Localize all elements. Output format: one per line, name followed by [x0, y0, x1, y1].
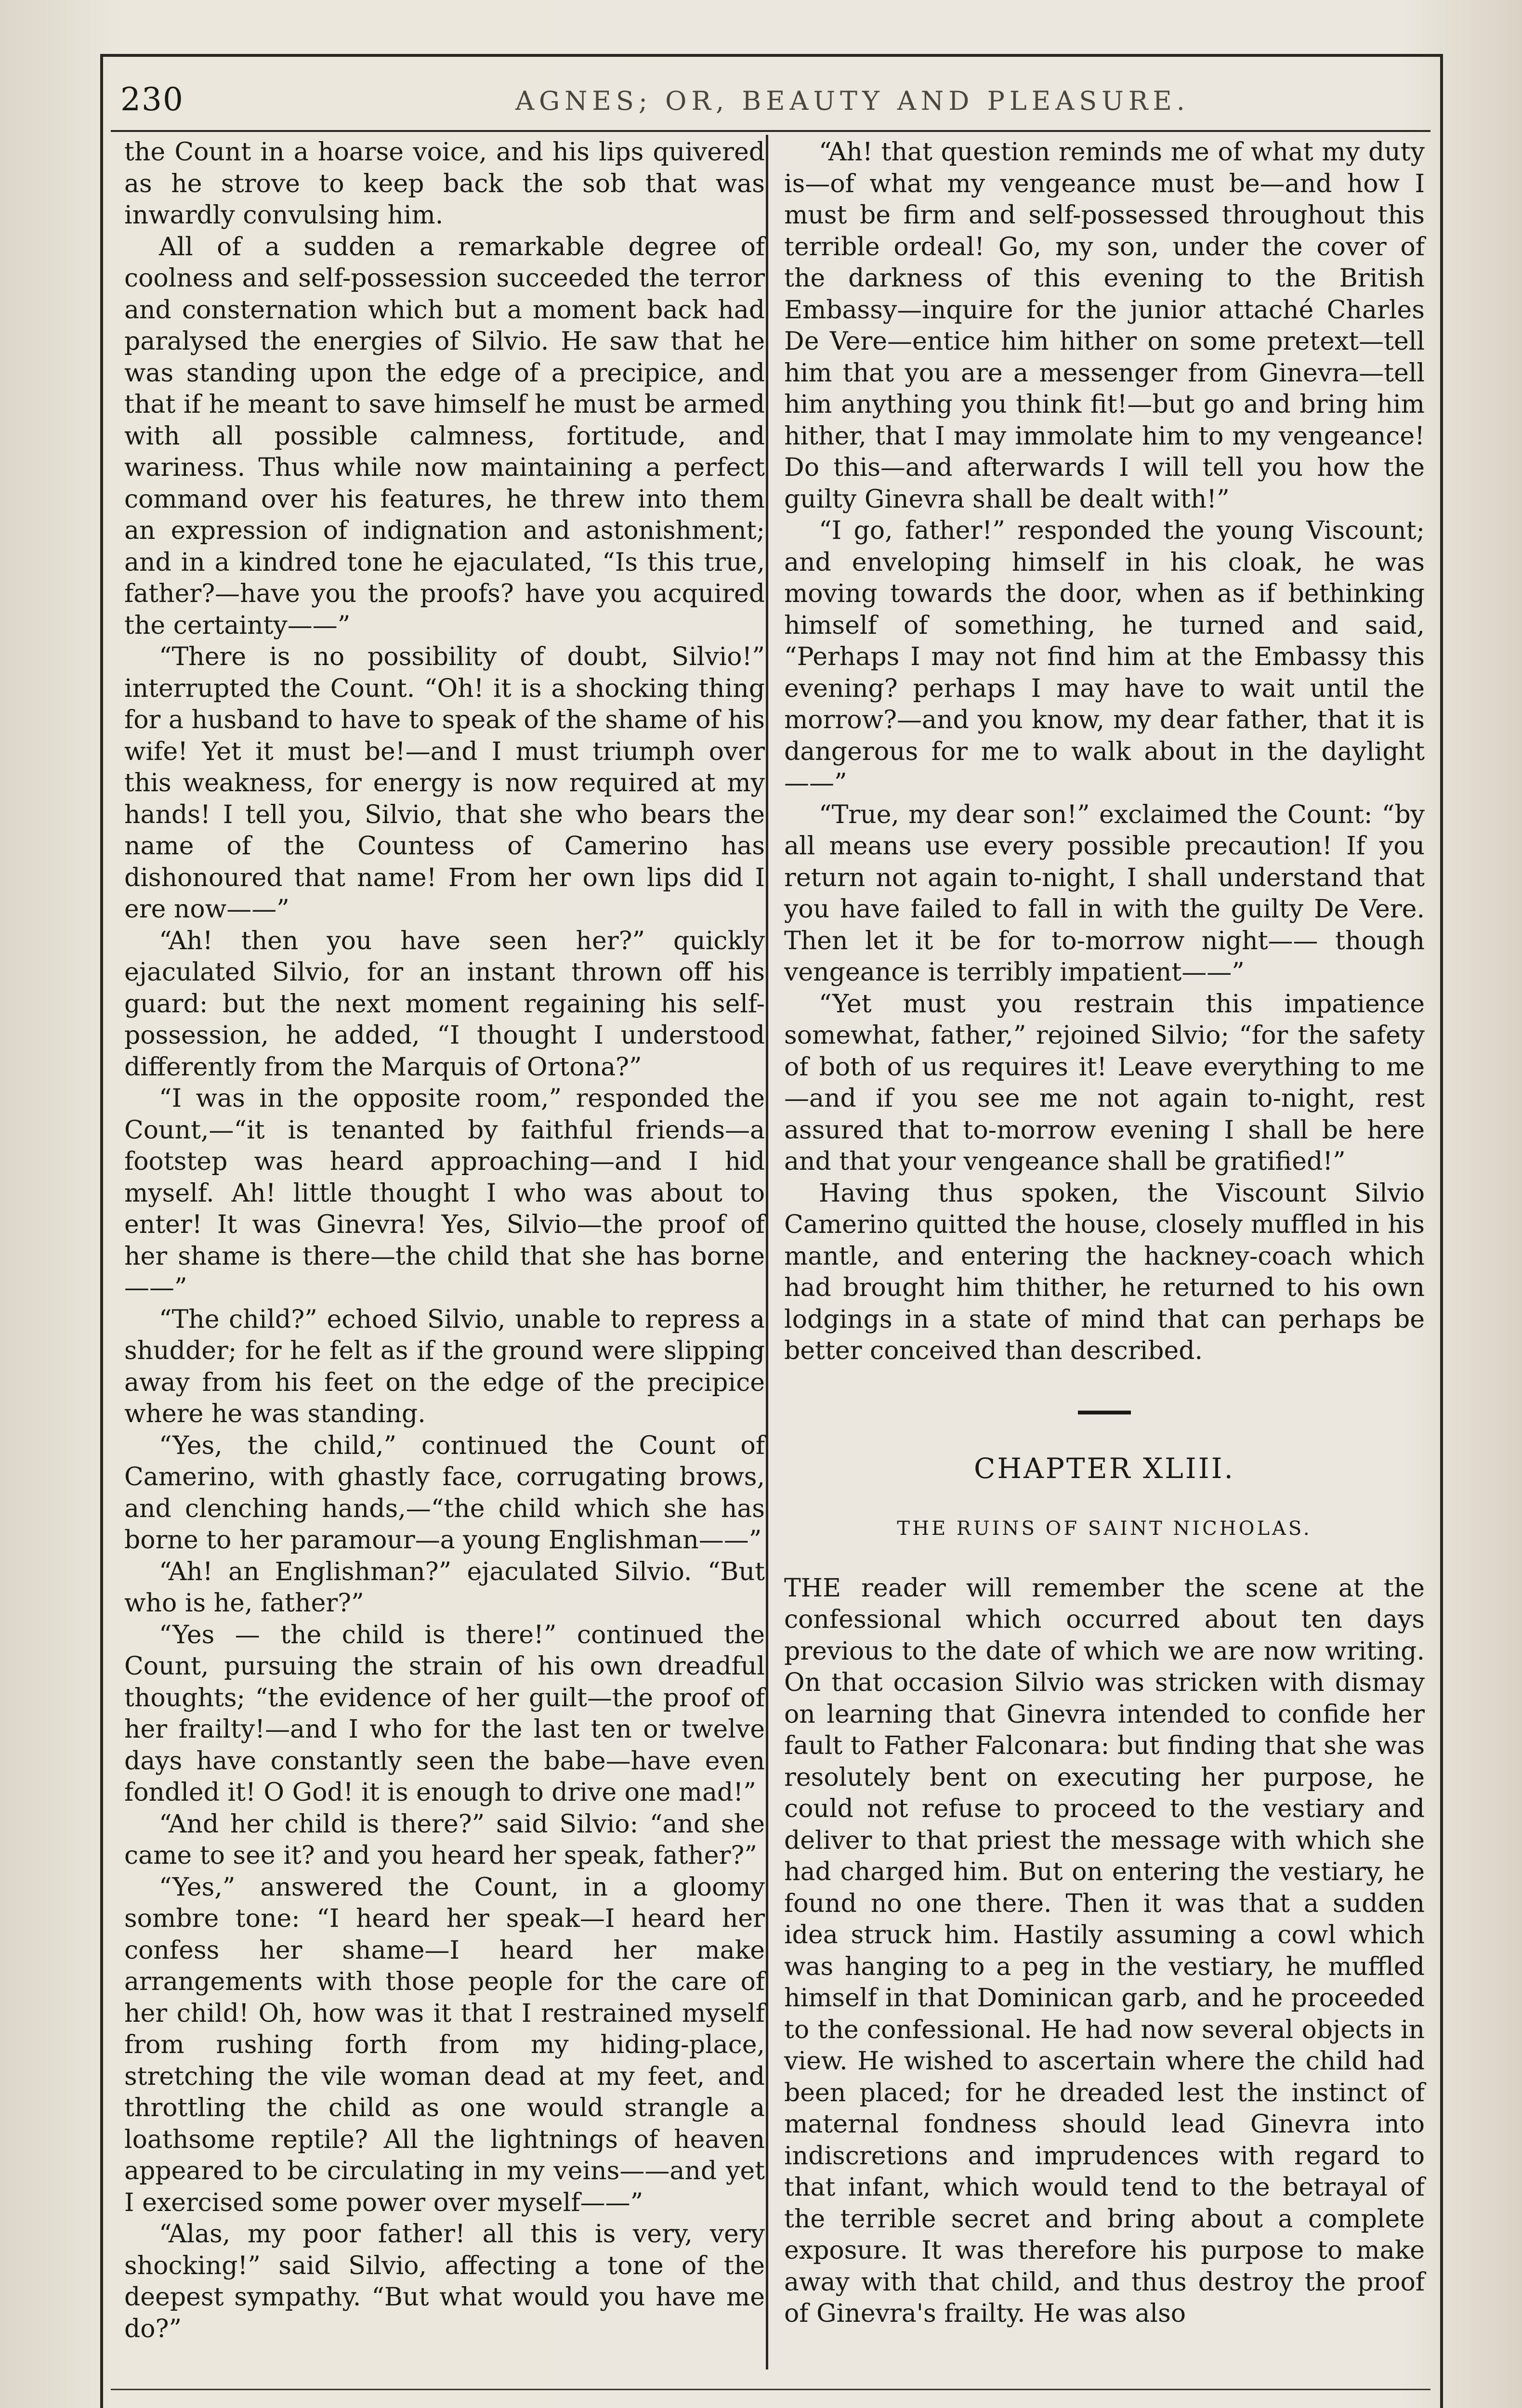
paragraph: “Yes, the child,” continued the Count of Camerino, with ghastly face, corrugating brows, and clenching hands,—“the child which she has borne to her paramour—a young Englishman——” [124, 1431, 765, 1555]
left-column [124, 137, 765, 2345]
chapter-title: CHAPTER XLIII. [974, 1452, 1235, 1485]
paragraph: “There is no possibility of doubt, Silvio!” interrupted the Count. “Oh! it is a shocking thing for a husband to have to speak of the shame of his wife! Yet it must be!—and I must triumph over this weakness, for energy is now required at my hands! I tell you, Silvio, that she who bears the name of the Countess of Camerino has dishonoured that name! From her own lips did I ere now——” [124, 642, 765, 924]
footer-rule [111, 2389, 1430, 2390]
chapter-subtitle: THE RUINS OF SAINT NICHOLAS. [897, 1518, 1312, 1540]
paragraph: “I go, father!” responded the young Viscount; and enveloping himself in his cloak, he was moving towards the door, when as if bethinking himself of something, he turned and said, “Perhaps I may not find him at the Embassy this evening? perhaps I may have to wait until the morrow?—and you know, my dear father, that it is dangerous for me to walk about in the daylight——” [784, 516, 1425, 798]
paragraph: “Ah! that question reminds me of what my duty is—of what my vengeance must be—and how I must be firm and self-possessed throughout this terrible ordeal! Go, my son, under the cover of the darkness of this evening to the British Embassy—inquire for the junior attaché Charles De Vere—entice him hither on some pretext—tell him that you are a messenger from Ginevra—tell him anything you think fit!—but go and bring him hither, that I may immolate him to my vengeance! Do this—and afterwards I will tell you how the guilty Ginevra shall be dealt with!” [784, 138, 1425, 514]
paragraph: “Ah! then you have seen her?” quickly ejaculated Silvio, for an instant thrown off his guard: but the next moment regaining his self-possession, he added, “I thought I understood differently from the Marquis of Ortona?” [124, 926, 765, 1082]
paragraph: “The child?” echoed Silvio, unable to repress a shudder; for he felt as if the ground were slipping away from his feet on the edge of the precipice where he was standing. [124, 1305, 765, 1428]
paragraph: the Count in a hoarse voice, and his lips quivered as he strove to keep back the sob that was inwardly convulsing him. [124, 138, 765, 230]
paragraph: “Ah! an Englishman?” ejaculated Silvio. “But who is he, father?” [124, 1557, 765, 1618]
paragraph: Having thus spoken, the Viscount Silvio Camerino quitted the house, closely muffled in his mantle, and entering the hackney-coach which had brought him thither, he returned to his own lodgings in a state of mind that can perhaps be better conceived than described. [784, 1178, 1425, 1365]
paragraph: “Alas, my poor father! all this is very, very shocking!” said Silvio, affecting a tone of the deepest sympathy. “But what would you have me do?” [124, 2220, 765, 2343]
chapter-opening-paragraph: THE reader will remember the scene at the confessional which occurred about ten days previous to the date of which we are now writing. On that occasion Silvio was stricken with dismay on learning that Ginevra intended to confide her fault to Father Falconara: but finding that she was resolutely bent on executing her purpose, he could not refuse to proceed to the vestiary and deliver to that priest the message with which she had charged him. But on entering the vestiary, he found no one there. Then it was that a sudden idea struck him. Hastily assuming a cowl which was hanging to a peg in the vestiary, he muffled himself in that Dominican garb, and he proceeded to the confessional. He had now several objects in view. He wished to ascertain where the child had been placed; for he dreaded lest the instinct of maternal fondness should lead Ginevra into indiscretions and imprudences with regard to that infant, which would tend to the betrayal of the terrible secret and bring about a complete exposure. It was therefore his purpose to make away with that child, and thus destroy the proof of Ginevra's frailty. He was also [784, 1573, 1425, 2328]
running-head: AGNES; OR, BEAUTY AND PLEASURE. [515, 86, 1190, 116]
section-divider [1078, 1411, 1131, 1414]
page-header [120, 77, 1421, 130]
paragraph: “True, my dear son!” exclaimed the Count: “by all means use every possible precaution! If you return not again to-night, I shall understand that you have failed to fall in with the guilty De Vere. Then let it be for to-morrow night—— though vengeance is terribly impatient——” [784, 800, 1425, 987]
paragraph: “Yes,” answered the Count, in a gloomy sombre tone: “I heard her speak—I heard her confess her shame—I heard her make arrangements with those people for the care of her child! Oh, how was it that I restrained myself from rushing forth from my hiding-place, stretching the vile woman dead at my feet, and throttling the child as one would strangle a loathsome reptile? All the lightnings of heaven appeared to be circulating in my veins——and yet I exercised some power over myself——” [124, 1872, 765, 2217]
paragraph: “And her child is there?” said Silvio: “and she came to see it? and you heard her speak, father?” [124, 1809, 765, 1870]
right-column [784, 137, 1425, 2330]
paragraph: “Yes — the child is there!” continued the Count, pursuing the strain of his own dreadful thoughts; “the evidence of her guilt—the proof of her frailty!—and I who for the last ten or twelve days have constantly seen the babe—have even fondled it! O God! it is enough to drive one mad!” [124, 1620, 765, 1807]
header-rule [111, 130, 1430, 132]
page-number: 230 [120, 81, 184, 118]
column-divider [766, 135, 768, 2369]
paragraph: “Yet must you restrain this impatience somewhat, father,” rejoined Silvio; “for the safety of both of us requires it! Leave everything to me —and if you see me not again to-night, rest assured that to-morrow evening I shall be here and that your vengeance shall be gratified!” [784, 989, 1425, 1176]
paragraph: All of a sudden a remarkable degree of coolness and self-possession succeeded the terror and consternation which but a moment back had paralysed the energies of Silvio. He saw that he was standing upon the edge of a precipice, and that if he meant to save himself he must be armed with all possible calmness, fortitude, and wariness. Thus while now maintaining a perfect command over his features, he threw into them an expression of indignation and astonishment; and in a kindred tone he ejaculated, “Is this true, father?—have you the proofs? have you acquired the certainty——” [124, 232, 765, 640]
paragraph: “I was in the opposite room,” responded the Count,—“it is tenanted by faithful friends—a footstep was heard approaching—and I hid myself. Ah! little thought I who was about to enter! It was Ginevra! Yes, Silvio—the proof of her shame is there—the child that she has borne——” [124, 1084, 765, 1302]
